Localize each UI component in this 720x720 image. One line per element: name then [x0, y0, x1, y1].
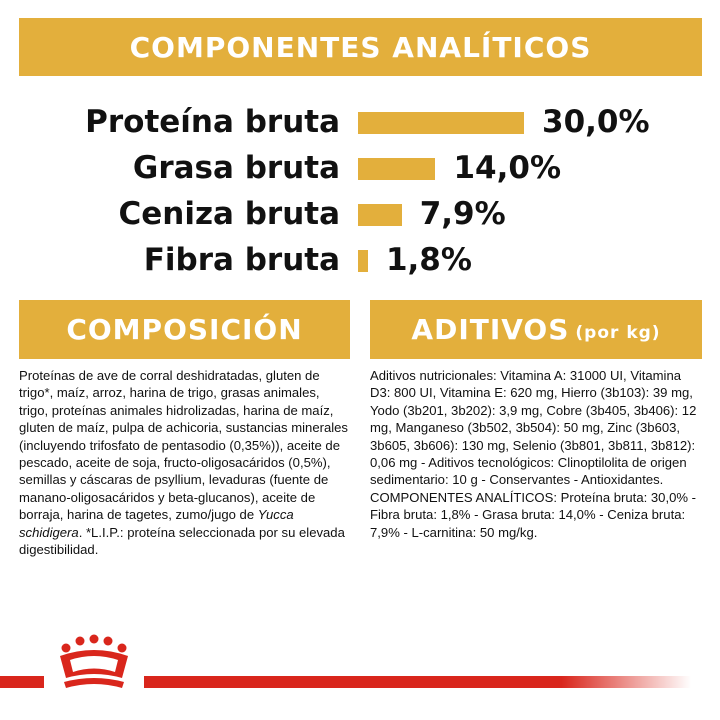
analytic-label: Grasa bruta [132, 150, 340, 186]
analytic-value: 7,9% [419, 196, 506, 232]
analytic-row [0, 194, 720, 234]
analytic-label: Fibra bruta [143, 242, 340, 278]
analytic-row [0, 240, 720, 280]
analytics-title: COMPONENTES ANALÍTICOS [129, 30, 592, 64]
additives-title: ADITIVOS [411, 313, 570, 346]
analytic-value: 30,0% [542, 104, 650, 140]
royal-canin-crown-icon [44, 634, 144, 694]
composition-text-italic: Yucca schidigera [19, 507, 294, 540]
additives-paragraph-nutritional: Aditivos nutricionales: Vitamina A: 31000 UI, Vitamina D3: 800 UI, Vitamina E: 620 mg, Hierro (3b103): 39 mg, Yodo (3b201, 3b202): 3,9 mg, Cobre (3b405, 3b406): 12 mg, Manganeso (3b502, 3b504): 50 mg, Zinc (3b603, 3b605, 3b606): 130 mg, Selenio (3b801, 3b811, 3b812): 0,06 mg - Aditivos tecnológicos: Clinoptilolita de origen sedimentario: 10 g - Conservantes - Antioxidantes. [370, 368, 697, 488]
composition-text-main: Proteínas de ave de corral deshidratadas, gluten de trigo*, maíz, arroz, harina de trigo, grasas animales, trigo, proteínas animales hidrolizadas, harina de maíz, gluten de maíz, pulpa de achicoria, sustancias minerales (incluyendo trifosfato de pentasodio (0,35%)), aceite de pescado, aceite de soja, fructo-oligosacáridos (0,5%), semillas y cáscaras de psyllium, levaduras (fuente de manano-oligosacáridos y beta-glucanos), aceite de borraja, harina de tagetes, zumo/jugo de [19, 368, 348, 523]
additives-title-suffix: (por kg) [575, 322, 661, 343]
analytics-banner [19, 18, 702, 76]
composition-text-end: . *L.I.P.: proteína seleccionada por su elevada digestibilidad. [19, 524, 345, 558]
composition-title: COMPOSICIÓN [66, 313, 303, 346]
composition-text [19, 367, 352, 558]
composition-banner [19, 300, 350, 359]
additives-paragraph-analytics: COMPONENTES ANALÍTICOS: Proteína bruta: 30,0% - Fibra bruta: 1,8% - Grasa bruta: 14,0% - Ceniza bruta: 7,9% - L-carnitina: 50 mg/kg. [370, 489, 697, 540]
additives-text [370, 367, 704, 541]
analytic-bar [358, 158, 435, 180]
analytic-bar [358, 204, 402, 226]
analytic-label: Proteína bruta [85, 104, 340, 140]
analytic-value: 1,8% [385, 242, 472, 278]
analytic-bar [358, 112, 524, 134]
analytic-row [0, 102, 720, 142]
additives-banner [370, 300, 702, 359]
analytic-label: Ceniza bruta [118, 196, 340, 232]
analytic-row [0, 148, 720, 188]
analytic-bar [358, 250, 368, 272]
analytic-value: 14,0% [453, 150, 561, 186]
